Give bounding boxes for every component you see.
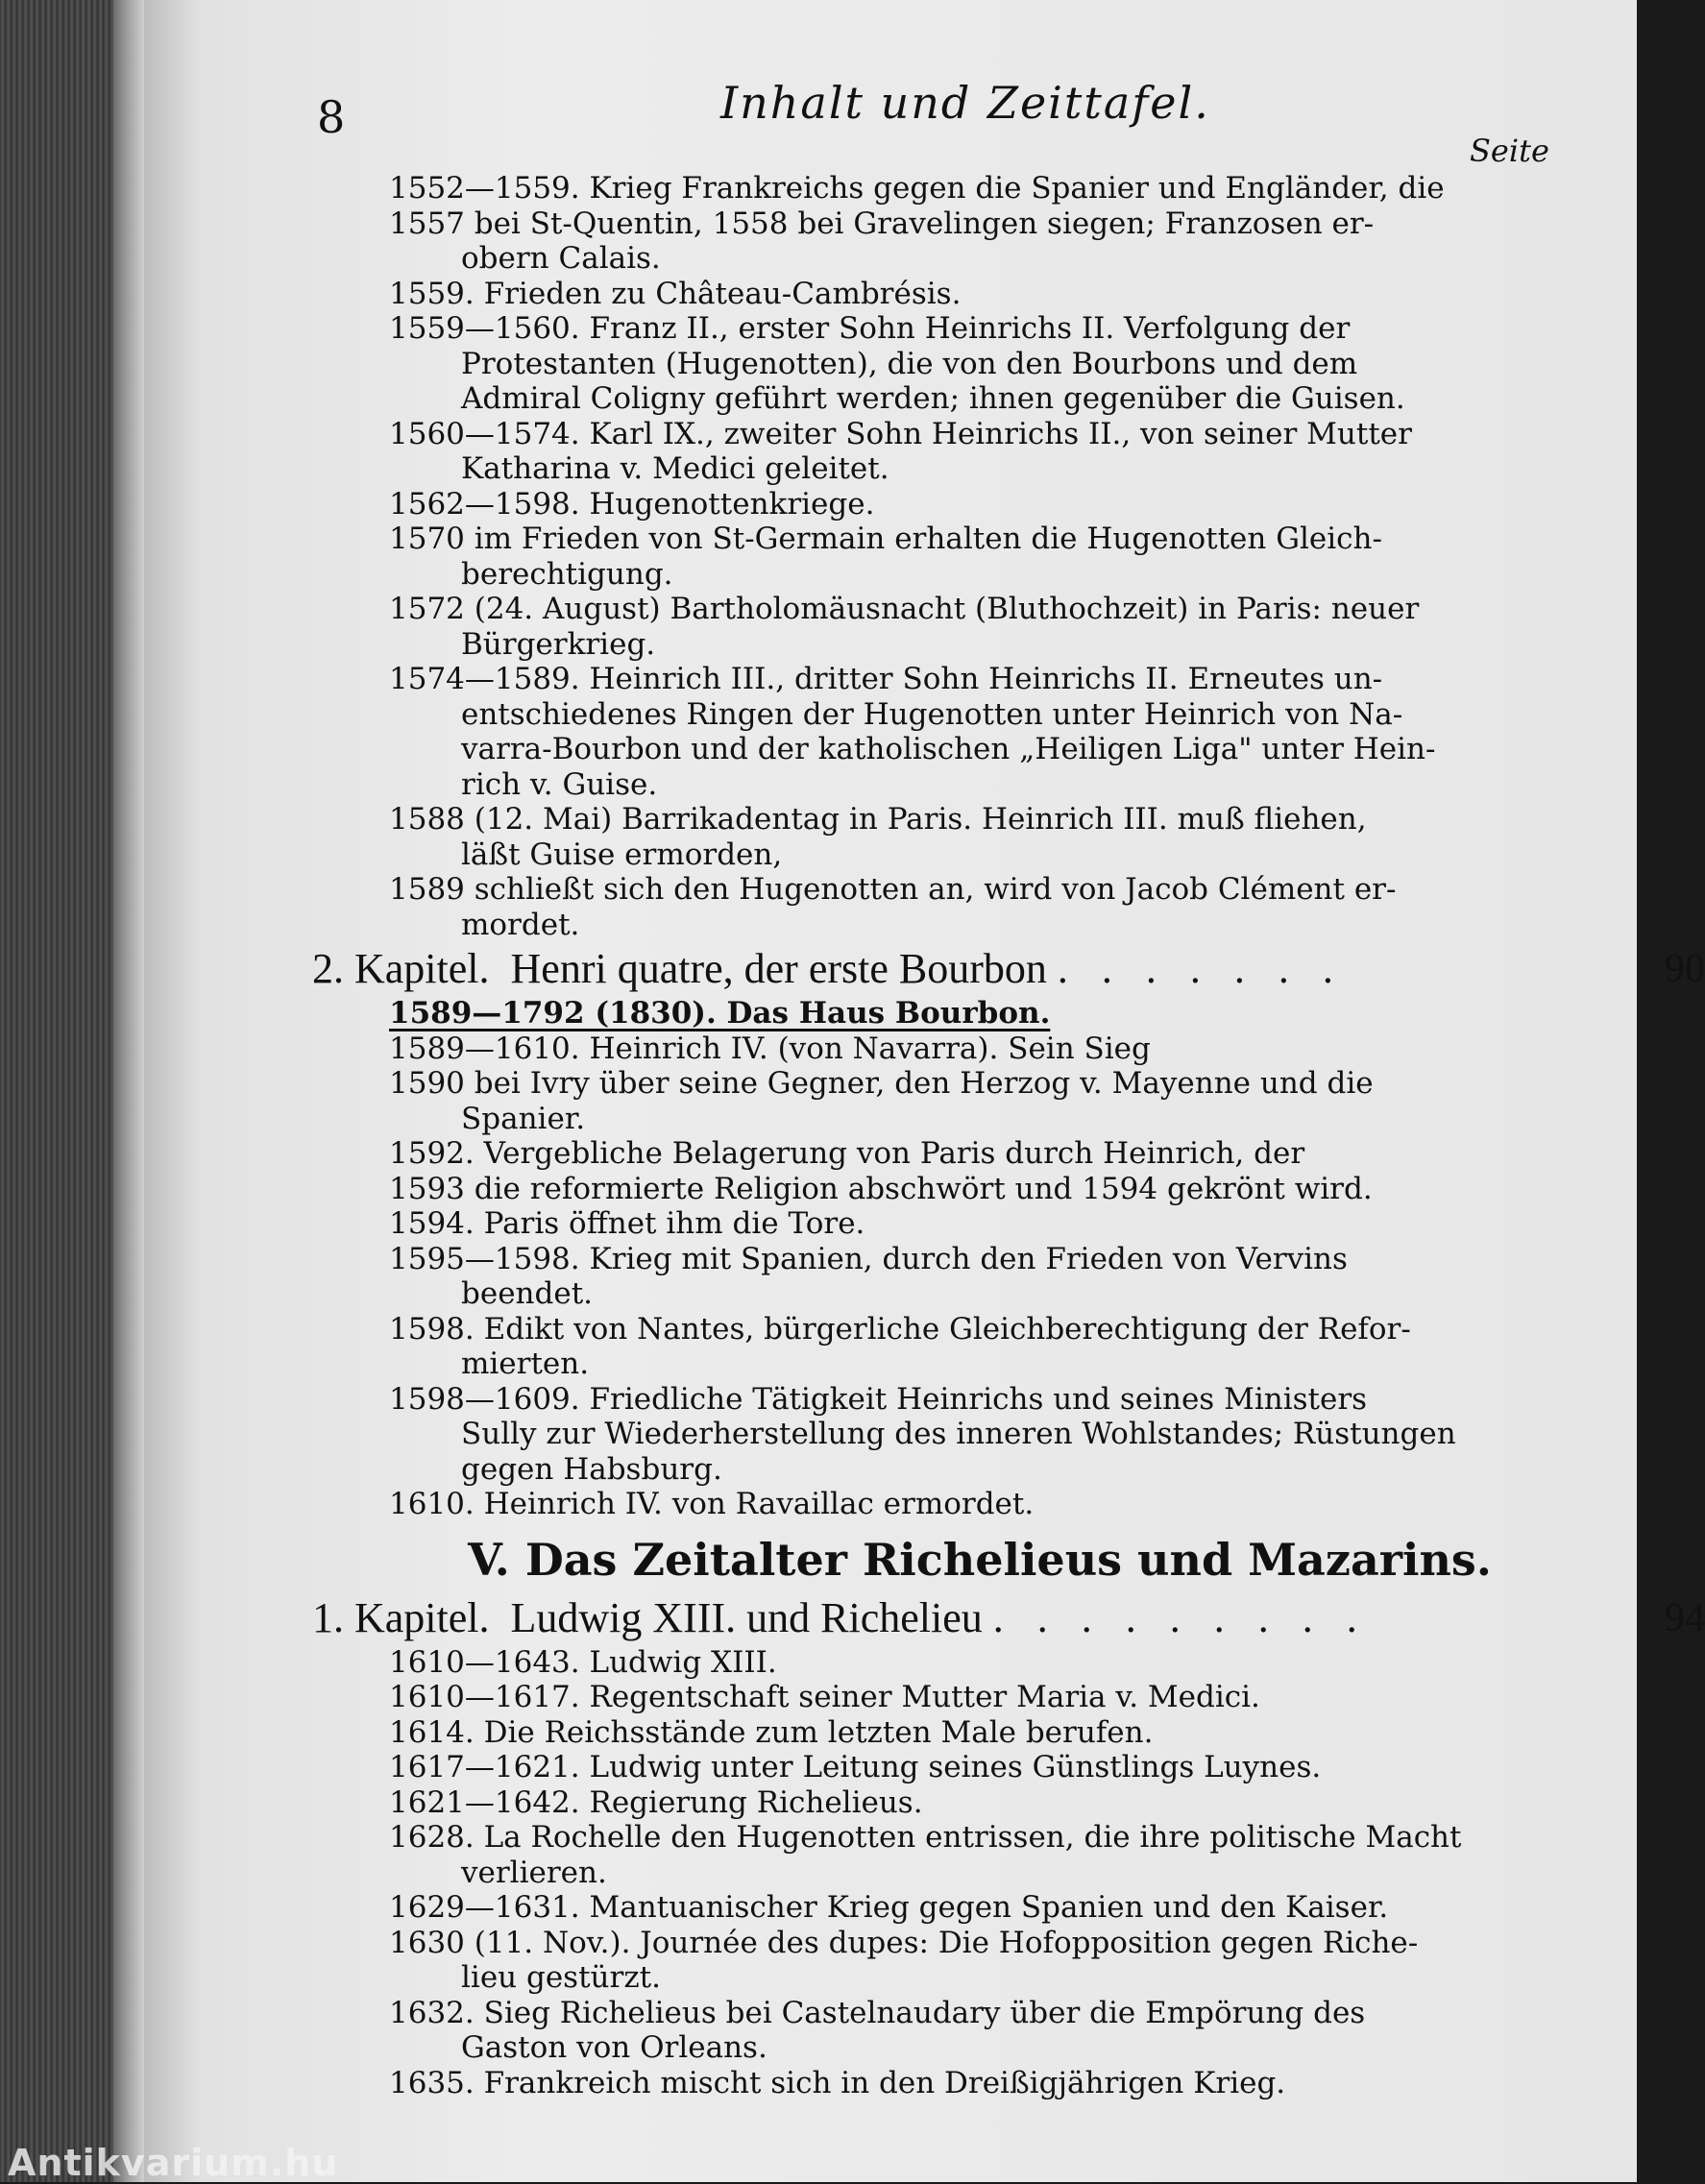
toc-entry-continuation: rich v. Guise. <box>461 766 658 802</box>
toc-entry: 1598—1609. Friedliche Tätigkeit Heinrichs und seines Ministers <box>389 1381 1368 1417</box>
toc-entry: 1610. Heinrich IV. von Ravaillac ermordet. <box>389 1487 1035 1521</box>
toc-entry: 1562—1598. Hugenottenkriege. <box>389 486 875 522</box>
toc-entry: 1589 schließt sich den Hugenotten an, wird von Jacob Clément er- <box>389 872 1397 907</box>
toc-entry: 1598. Edikt von Nantes, bürgerliche Gleichberechtigung der Refor- <box>389 1311 1411 1347</box>
toc-entry: 1629—1631. Mantuanischer Krieg gegen Spanien und den Kaiser. <box>389 1890 1389 1925</box>
book-page <box>144 0 1705 2182</box>
chapter-page-number: 94 <box>1665 1595 1705 1640</box>
toc-entry-underlined: 1589—1792 (1830). Das Haus Bourbon. <box>389 996 1051 1031</box>
toc-entry-continuation: Admiral Coligny geführt werden; ihnen gegenüber die Guisen. <box>461 381 1405 416</box>
chapter-number: 2. Kapitel. <box>312 945 490 992</box>
toc-entry: 1614. Die Reichsstände zum letzten Male berufen. <box>389 1714 1154 1750</box>
toc-entry: 1610—1643. Ludwig XIII. <box>389 1644 777 1680</box>
toc-entry: 1589—1610. Heinrich IV. (von Navarra). Sein Sieg <box>389 1031 1151 1066</box>
toc-entry-continuation: Katharina v. Medici geleitet. <box>461 451 889 486</box>
chapter-title: Ludwig XIII. und Richelieu <box>510 1593 983 1641</box>
toc-entry-continuation: läßt Guise ermorden, <box>461 837 783 872</box>
running-head: Inhalt und Zeittafel. <box>720 77 1210 129</box>
toc-entry: 1630 (11. Nov.). Journée des dupes: Die Hofopposition gegen Riche- <box>389 1925 1419 1960</box>
page-number: 8 <box>317 91 346 143</box>
toc-entry-continuation: Gaston von Orleans. <box>461 2030 767 2065</box>
toc-entry: 1574—1589. Heinrich III., dritter Sohn Heinrichs II. Erneutes un- <box>389 662 1383 696</box>
toc-entry: 1559. Frieden zu Château-Cambrésis. <box>389 276 962 311</box>
chapter-number: 1. Kapitel. <box>312 1593 490 1641</box>
toc-entry: 1610—1617. Regentschaft seiner Mutter Maria v. Medici. <box>389 1680 1260 1714</box>
chapter-heading <box>312 942 1705 996</box>
toc-entry: 1588 (12. Mai) Barrikadentag in Paris. Heinrich III. muß fliehen, <box>389 802 1367 837</box>
toc-entry: 1594. Paris öffnet ihm die Tore. <box>389 1206 865 1241</box>
toc-entry-continuation: mordet. <box>461 907 580 942</box>
leader-dots: . . . . . . . <box>1057 945 1345 992</box>
toc-entry-continuation: verlieren. <box>461 1855 607 1890</box>
toc-entry: 1635. Frankreich mischt sich in den Dreißigjährigen Krieg. <box>389 2065 1286 2100</box>
chapter-page-number: 90 <box>1665 947 1705 991</box>
toc-entry: 1590 bei Ivry über seine Gegner, den Herzog v. Mayenne und die <box>389 1066 1374 1101</box>
toc-entry: 1628. La Rochelle den Hugenotten entrissen, die ihre politische Macht <box>389 1820 1462 1855</box>
book-gutter <box>113 0 144 2182</box>
toc-entry: 1595—1598. Krieg mit Spanien, durch den Frieden von Vervins <box>389 1241 1348 1276</box>
toc-entry-continuation: obern Calais. <box>461 241 661 276</box>
toc-entry-continuation: berechtigung. <box>461 556 673 592</box>
toc-entry: 1559—1560. Franz II., erster Sohn Heinrichs II. Verfolgung der <box>389 311 1351 346</box>
toc-entry: 1632. Sieg Richelieus bei Castelnaudary über die Empörung des <box>389 1995 1366 2030</box>
chapter-title: Henri quatre, der erste Bourbon <box>510 945 1047 992</box>
leader-dots: . . . . . . . . . <box>992 1593 1369 1641</box>
chapter-heading <box>312 1591 1705 1645</box>
toc-entry-continuation: mierten. <box>461 1347 590 1381</box>
toc-entry: 1557 bei St-Quentin, 1558 bei Gravelingen siegen; Franzosen er- <box>389 206 1375 241</box>
toc-entry-continuation: varra-Bourbon und der katholischen „Heiligen Liga" unter Hein- <box>461 732 1436 766</box>
toc-entry-continuation: lieu gestürzt. <box>461 1960 661 1995</box>
toc-entry: 1570 im Frieden von St-Germain erhalten die Hugenotten Gleich- <box>389 522 1382 556</box>
toc-entry: 1552—1559. Krieg Frankreichs gegen die Spanier und Engländer, die <box>389 171 1445 206</box>
toc-entry: 1592. Vergebliche Belagerung von Paris durch Heinrich, der <box>389 1136 1305 1171</box>
section-heading: V. Das Zeitalter Richelieus und Mazarins. <box>468 1533 1492 1586</box>
toc-entry: 1572 (24. August) Bartholomäusnacht (Bluthochzeit) in Paris: neuer <box>389 592 1420 626</box>
table-of-contents <box>312 171 1705 2100</box>
toc-entry: 1560—1574. Karl IX., zweiter Sohn Heinrichs II., von seiner Mutter <box>389 416 1412 451</box>
toc-entry-continuation: Sully zur Wiederherstellung des inneren Wohlstandes; Rüstungen <box>461 1417 1456 1451</box>
toc-entry-continuation: Bürgerkrieg. <box>461 626 656 662</box>
toc-entry: 1617—1621. Ludwig unter Leitung seines Günstlings Luynes. <box>389 1750 1322 1784</box>
toc-entry: 1593 die reformierte Religion abschwört und 1594 gekrönt wird. <box>389 1171 1373 1206</box>
toc-entry-continuation: Protestanten (Hugenotten), die von den Bourbons und dem <box>461 346 1358 381</box>
toc-entry-continuation: beendet. <box>461 1276 594 1311</box>
toc-entry-continuation: Spanier. <box>461 1101 586 1136</box>
page-column-label: Seite <box>1470 133 1549 169</box>
toc-entry-continuation: entschiedenes Ringen der Hugenotten unter Heinrich von Na- <box>461 696 1403 732</box>
watermark: Antikvarium.hu <box>8 2142 339 2184</box>
toc-entry: 1621—1642. Regierung Richelieus. <box>389 1784 923 1820</box>
toc-entry-continuation: gegen Habsburg. <box>461 1451 722 1487</box>
